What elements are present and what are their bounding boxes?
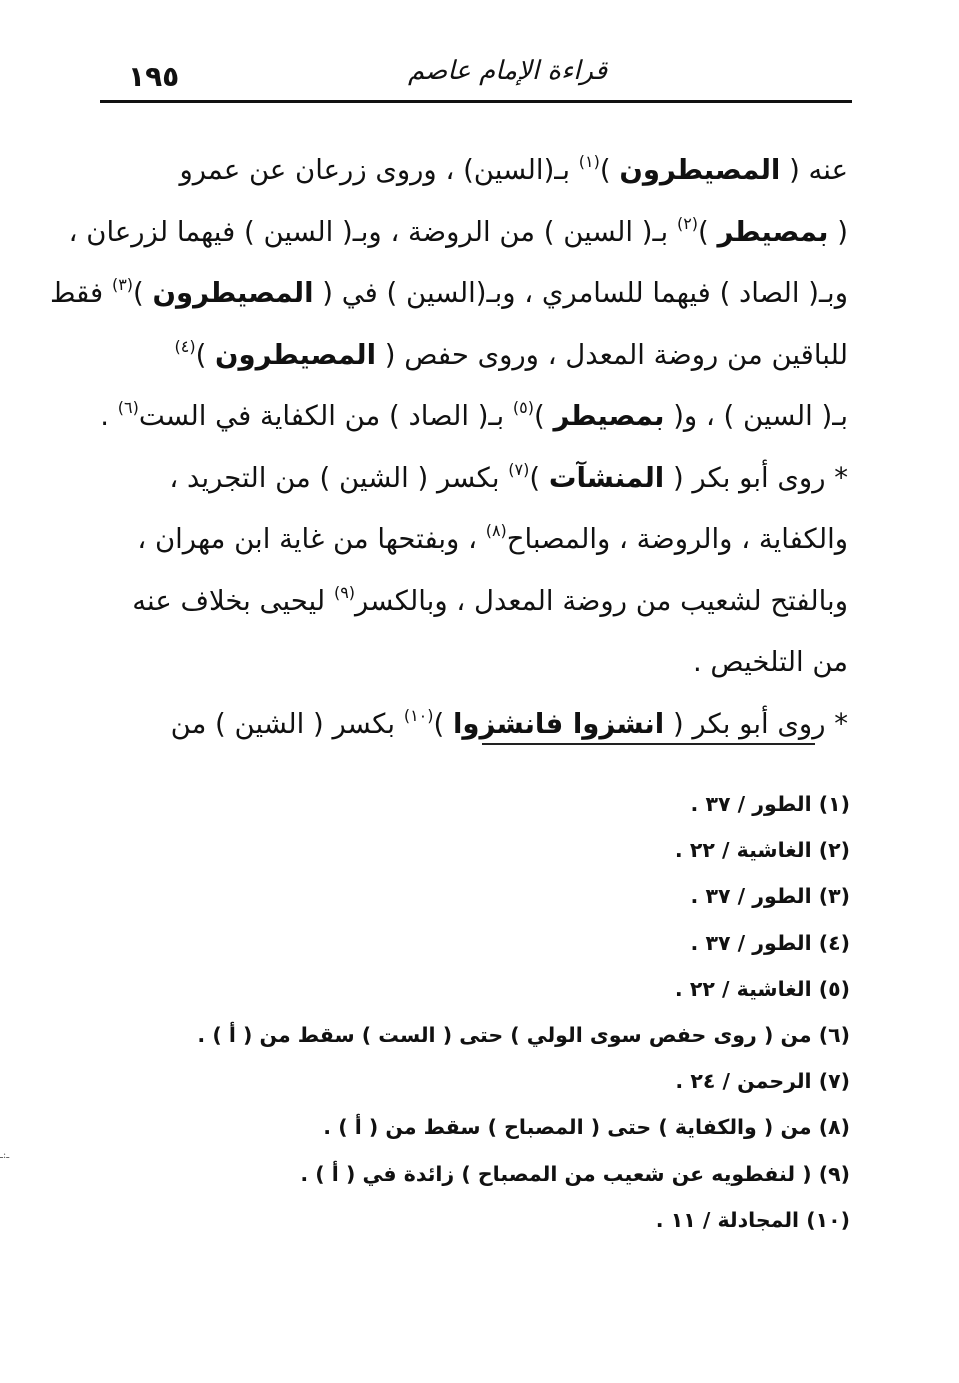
- footnote-text: الطور / ٣٧ .: [690, 930, 812, 955]
- footnote-item: [200, 1107, 850, 1153]
- footnote-item: [197, 1015, 850, 1061]
- text-run: والكفاية ، والروضة ، والمصباح: [506, 523, 848, 555]
- text-run: ): [195, 338, 216, 371]
- footnote-marker: (٢): [676, 213, 699, 233]
- body-line: [50, 263, 848, 325]
- text-run: (: [828, 215, 848, 248]
- footnote-item: [200, 784, 850, 830]
- text-run: وبـ( الصاد ) فيهما للسامري ، وبـ(السين ) في (: [313, 277, 848, 309]
- text-run: بكسر ( الشين ) من: [170, 707, 404, 740]
- footnote-marker: (١٠): [403, 705, 434, 725]
- text-run: عنه (: [780, 154, 848, 186]
- footnote-text: الطور / ٣٧ .: [690, 792, 812, 816]
- footnote-marker: (٨): [485, 521, 507, 540]
- footnote-number: (٣): [818, 884, 850, 909]
- body-line: [104, 509, 848, 571]
- body-line: [68, 202, 848, 264]
- footnote-number: (١٠): [806, 1207, 850, 1232]
- body-text: [50, 140, 848, 755]
- body-line: [100, 386, 848, 448]
- footnote-text: من ( والكفاية ) حتى ( المصباح ) سقط من ( أ ) .: [323, 1115, 812, 1140]
- text-run: للباقين من روضة المعدل ، وروى حفص (: [376, 338, 848, 371]
- footnote-item: [200, 830, 850, 876]
- footnote-item: [200, 876, 850, 922]
- footnote-text: ( لنفطويه عن شعيب من المصباح ) زائدة في ( أ ) .: [300, 1161, 812, 1186]
- emphasized-word: بمصيطر: [717, 215, 829, 248]
- emphasized-word: المصيطرون: [152, 277, 314, 309]
- footnote-marker: (٩): [333, 582, 356, 602]
- footnote-number: (٧): [818, 1069, 850, 1094]
- text-run: * روى أبو بكر (: [664, 707, 848, 740]
- footnote-text: الغاشية / ٢٢ .: [674, 838, 812, 863]
- body-line: [104, 325, 848, 387]
- footnote-text: الغاشية / ٢٢ .: [674, 976, 812, 1001]
- footnote-text: الطور / ٣٧ .: [690, 884, 812, 909]
- text-run: ): [433, 707, 453, 740]
- text-run: ): [133, 277, 153, 309]
- text-run: ليحيى بخلاف عنه: [132, 584, 334, 617]
- footnote-number: (٥): [818, 976, 850, 1001]
- emphasized-word: بمصيطر: [553, 400, 665, 432]
- footnote-marker: (٦): [117, 398, 139, 417]
- text-run: بـ( السين ) ، و(: [664, 400, 848, 432]
- text-run: بـ( السين ) من الروضة ، وبـ( السين ) فيهما لزرعان ،: [68, 215, 677, 248]
- footnote-item: [200, 969, 850, 1015]
- footnote-number: (٨): [818, 1115, 850, 1140]
- text-run: ، وبفتحها من غاية ابن مهران ،: [137, 523, 486, 555]
- text-run: ): [529, 461, 549, 494]
- footnote-item: [200, 923, 850, 969]
- body-line: [104, 632, 848, 694]
- footnote-marker: (٤): [174, 336, 196, 356]
- footnote-item: [200, 1154, 850, 1200]
- emphasized-word: انشزوا فانشزوا: [452, 707, 665, 740]
- footnote-number: (٦): [818, 1022, 850, 1047]
- margin-mark: ـ:ـ: [0, 1150, 10, 1161]
- text-run: بكسر ( الشين ) من التجريد ،: [169, 461, 509, 494]
- text-run: ): [599, 154, 620, 186]
- footnote-number: (٤): [818, 930, 850, 955]
- text-run: بـ( الصاد ) من الكفاية في الست: [138, 400, 513, 432]
- text-run: فقط: [50, 277, 112, 309]
- body-line: [104, 694, 848, 756]
- footnote-text: من ( روى حفص سوى الولي ) حتى ( الست ) سقط من ( أ ) .: [197, 1022, 812, 1047]
- page-number: ١٩٥: [128, 60, 180, 93]
- text-run: بـ(السين) ، وروى زرعان عن عمرو: [179, 154, 579, 186]
- footnote-number: (٢): [818, 838, 850, 863]
- footnote-text: المجادلة / ١١ .: [655, 1207, 800, 1232]
- page-header: [100, 52, 852, 104]
- footnote-item: [200, 1200, 850, 1246]
- header-rule: [100, 100, 852, 103]
- footnote-separator: [482, 743, 815, 745]
- text-run: .: [100, 400, 118, 432]
- emphasized-word: المصيطرون: [619, 154, 781, 186]
- footnote-marker: (٣): [111, 275, 134, 294]
- body-line: [104, 571, 848, 633]
- emphasized-word: المصيطرون: [215, 338, 377, 371]
- emphasized-word: المنشآت: [548, 461, 665, 494]
- footnote-number: (٩): [818, 1161, 850, 1186]
- running-title: قراءة الإمام عاصم: [408, 56, 608, 86]
- footnote-marker: (٧): [508, 459, 530, 479]
- footnotes: [197, 784, 850, 1246]
- footnote-marker: (١): [578, 152, 600, 171]
- text-run: * روى أبو بكر (: [664, 461, 848, 494]
- footnote-item: [200, 1061, 850, 1107]
- footnote-number: (١): [818, 792, 850, 816]
- body-line: [104, 140, 848, 202]
- text-run: وبالفتح لشعيب من روضة المعدل ، وبالكسر: [355, 584, 848, 617]
- footnote-marker: (٥): [512, 398, 534, 417]
- text-run: ): [698, 215, 718, 248]
- footnote-text: الرحمن / ٢٤ .: [675, 1069, 812, 1094]
- body-line: [104, 448, 848, 510]
- text-run: ): [533, 400, 554, 432]
- text-run: من التلخيص .: [692, 646, 848, 678]
